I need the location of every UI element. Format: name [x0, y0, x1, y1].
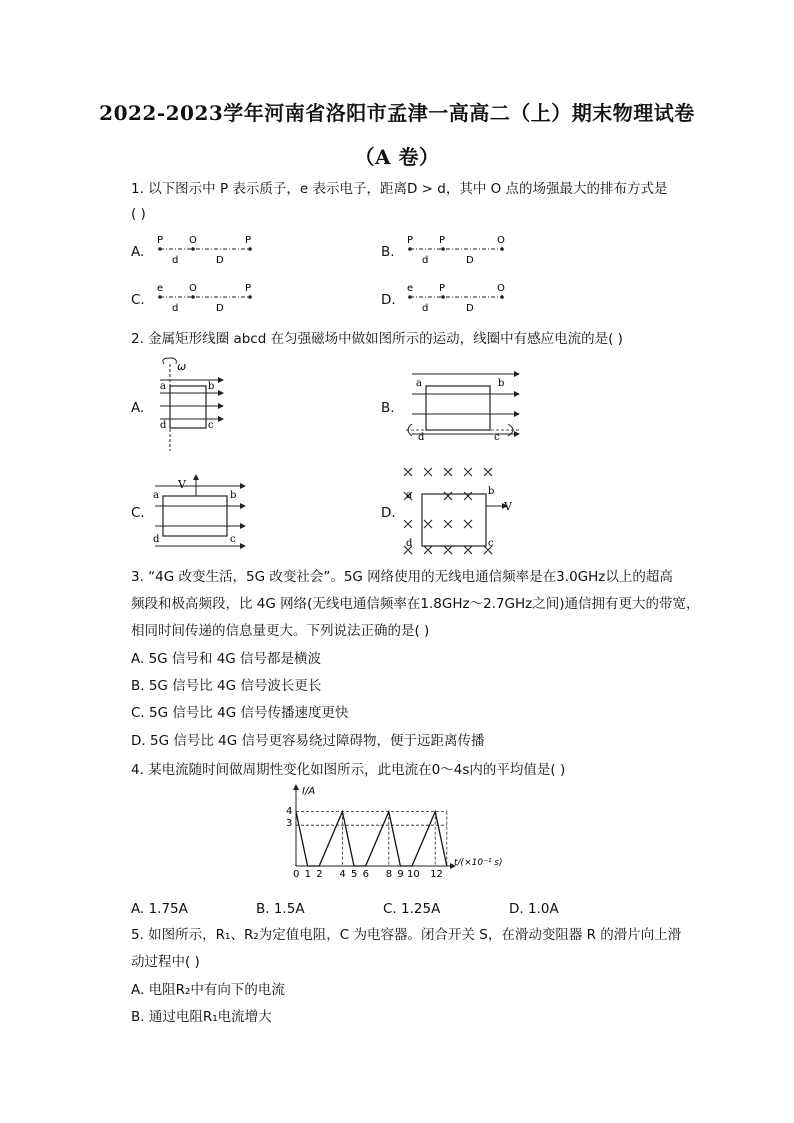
q4-xtick-1: 1: [304, 869, 311, 878]
q1b-right-point: O: [497, 235, 505, 246]
q1c-right-charge: P: [245, 283, 252, 294]
q2-option-d-label[interactable]: D.: [381, 505, 396, 521]
q3-option-b[interactable]: B. 5G 信号比 4G 信号波长更长: [131, 678, 322, 694]
q2b-d: d: [418, 432, 425, 443]
exam-title: 2022-2023学年河南省洛阳市孟津一高高二（上）期末物理试卷: [99, 101, 695, 125]
q1-option-d-diagram: [402, 280, 512, 316]
q2a-b: b: [208, 381, 215, 392]
q1-option-c-diagram: [150, 280, 260, 316]
q1c-D-label: D: [216, 303, 224, 314]
q4-xtick-0: 0: [293, 869, 300, 878]
q2c-c: c: [230, 534, 236, 545]
q1-option-a-label[interactable]: A.: [131, 244, 145, 260]
q2-option-c-diagram: [150, 466, 250, 556]
q2b-b: b: [498, 378, 505, 389]
q1a-left-charge: P: [157, 235, 164, 246]
q4-xtick-5: 5: [351, 869, 358, 878]
q4-option-b[interactable]: B. 1.5A: [256, 901, 305, 917]
q2a-c: c: [208, 420, 214, 431]
q1a-mid-point: O: [189, 235, 197, 246]
q4-ytick-3: 3: [286, 818, 293, 829]
q2-option-a-label[interactable]: A.: [131, 400, 145, 416]
q1-option-d-label[interactable]: D.: [381, 292, 396, 308]
q2d-c: c: [488, 538, 494, 549]
q4-xtick-2: 2: [316, 869, 323, 878]
q2d-b: b: [488, 486, 495, 497]
q2d-a: a: [406, 490, 412, 501]
q1d-left-charge: e: [407, 283, 414, 294]
q1d-mid-charge: P: [439, 283, 446, 294]
q1b-d-label: d: [422, 255, 429, 266]
q3-stem-line3: 相同时间传递的信息量更大。下列说法正确的是( ): [131, 623, 430, 639]
q4-series-line: [296, 812, 447, 866]
q2a-d: d: [160, 420, 167, 431]
q2c-d: d: [153, 534, 160, 545]
q5-stem-line2: 动过程中( ): [131, 954, 200, 970]
q2c-a: a: [153, 490, 159, 501]
q2-option-c-label[interactable]: C.: [131, 505, 145, 521]
q4-current-chart: [280, 782, 510, 878]
q2-stem: 2. 金属矩形线圈 abcd 在匀强磁场中做如图所示的运动，线圈中有感应电流的是( ): [131, 331, 623, 347]
q4-option-d[interactable]: D. 1.0A: [509, 901, 559, 917]
q4-xtick-10: 10: [407, 869, 420, 878]
exam-subtitle: （A 卷）: [354, 145, 440, 169]
q2b-a: a: [416, 378, 422, 389]
q2d-d: d: [406, 538, 413, 549]
q3-option-c[interactable]: C. 5G 信号比 4G 信号传播速度更快: [131, 705, 349, 721]
q3-option-d[interactable]: D. 5G 信号比 4G 信号更容易绕过障碍物，便于远距离传播: [131, 733, 485, 749]
q1a-d-label: d: [172, 255, 179, 266]
q1d-right-point: O: [497, 283, 505, 294]
q2-option-d-diagram: [402, 462, 522, 560]
q2-option-b-label[interactable]: B.: [381, 400, 395, 416]
q1b-left-charge: P: [407, 235, 414, 246]
q5-option-a[interactable]: A. 电阻R₂中有向下的电流: [131, 982, 285, 998]
q1c-left-charge: e: [157, 283, 164, 294]
q2d-magnetic-field-crosses: [404, 468, 495, 554]
q4-xtick-4: 4: [339, 869, 346, 878]
q2-option-a-diagram: [150, 356, 230, 456]
q1b-D-label: D: [466, 255, 474, 266]
q1-stem: 1. 以下图示中 P 表示质子，e 表示电子，距离D > d，其中 O 点的场强最大的排布方式是: [131, 181, 668, 197]
q2-option-b-diagram: [402, 364, 528, 448]
q1a-D-label: D: [216, 255, 224, 266]
q3-stem-line1: 3. “4G 改变生活，5G 改变社会”。5G 网络使用的无线电通信频率是在3.0GHz以上的超高: [131, 569, 673, 585]
q1d-d-label: d: [422, 303, 429, 314]
q4-xtick-9: 9: [397, 869, 404, 878]
q4-xtick-12: 12: [430, 869, 443, 878]
q2a-a: a: [160, 381, 166, 392]
q4-xtick-6: 6: [362, 869, 369, 878]
q4-xtick-8: 8: [385, 869, 393, 878]
q4-ytick-4: 4: [286, 806, 293, 817]
q4-option-a[interactable]: A. 1.75A: [131, 901, 188, 917]
q1c-mid-point: O: [189, 283, 197, 294]
q4-x-label: t/(×10⁻¹ s): [454, 858, 503, 868]
q2a-omega: ω: [177, 360, 187, 373]
q1-stem-bracket: ( ): [131, 206, 146, 222]
q1-option-b-diagram: [402, 232, 512, 268]
q2c-v: V: [178, 478, 186, 491]
q3-option-a[interactable]: A. 5G 信号和 4G 信号都是横波: [131, 651, 322, 667]
q1a-right-charge: P: [245, 235, 252, 246]
q1-option-b-label[interactable]: B.: [381, 244, 395, 260]
q5-stem-line1: 5. 如图所示，R₁、R₂为定值电阻，C 为电容器。闭合开关 S，在滑动变阻器 R 的滑片向上滑: [131, 927, 682, 943]
q1-option-a-diagram: [150, 232, 260, 268]
q2d-v: V: [504, 500, 512, 513]
q4-stem: 4. 某电流随时间做周期性变化如图所示，此电流在0～4s内的平均值是( ): [131, 762, 566, 778]
q3-stem-line2: 频段和极高频段，比 4G 网络(无线电通信频率在1.8GHz～2.7GHz之间)通信拥有更大的带宽，: [131, 596, 700, 612]
q1c-d-label: d: [172, 303, 179, 314]
q2b-c: c: [494, 432, 500, 443]
q1b-mid-charge: P: [439, 235, 446, 246]
q4-y-label: I/A: [302, 786, 316, 797]
q4-option-c[interactable]: C. 1.25A: [383, 901, 441, 917]
q1d-D-label: D: [466, 303, 474, 314]
q5-option-b[interactable]: B. 通过电阻R₁电流增大: [131, 1009, 272, 1025]
q1-option-c-label[interactable]: C.: [131, 292, 145, 308]
q2c-b: b: [230, 490, 237, 501]
